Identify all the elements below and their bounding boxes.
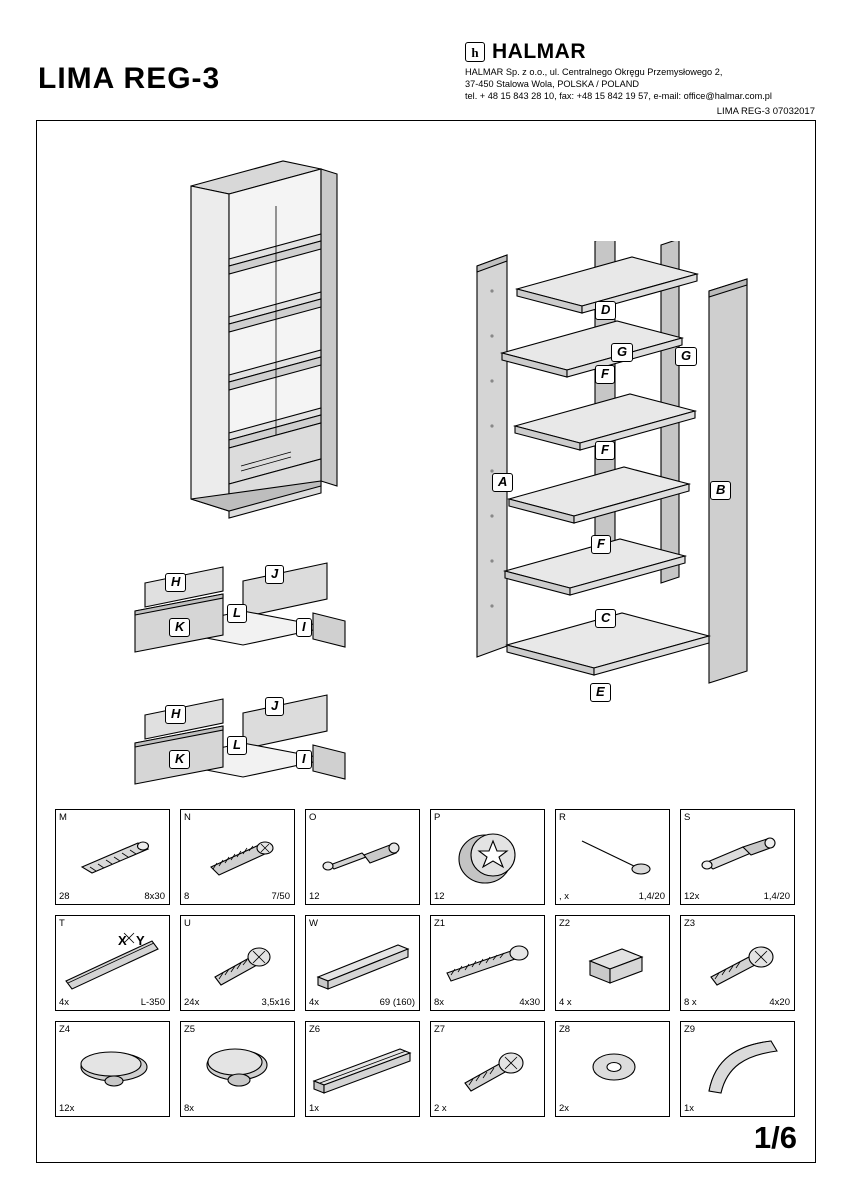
part-cell-Z8 bbox=[555, 1021, 670, 1117]
part-qty-P: 12 bbox=[434, 891, 445, 902]
part-cell-W bbox=[305, 915, 420, 1011]
part-qty-Z7: 2 x bbox=[434, 1103, 447, 1114]
part-code-Z6: Z6 bbox=[309, 1024, 321, 1035]
parts-list-grid bbox=[55, 809, 795, 1127]
plastic-block-icon bbox=[556, 927, 672, 999]
parts-row-2 bbox=[55, 915, 795, 1011]
part-code-U: U bbox=[184, 918, 191, 929]
screw-pan-head-icon bbox=[431, 1033, 547, 1105]
part-label-F-3: F bbox=[591, 535, 611, 554]
part-dim-Z1: 4x30 bbox=[519, 997, 540, 1008]
washer-icon bbox=[556, 1033, 672, 1105]
part-cell-M bbox=[55, 809, 170, 905]
drawer1-label-J: J bbox=[265, 565, 284, 584]
wall-bracket-strip-icon bbox=[681, 1033, 797, 1105]
part-label-G-2: G bbox=[675, 347, 697, 366]
parts-row-1 bbox=[55, 809, 795, 905]
drawer-rail-profile-icon bbox=[306, 927, 422, 999]
drawer2-label-I: I bbox=[296, 750, 312, 769]
metal-sleeve-icon bbox=[681, 821, 797, 893]
nail-icon bbox=[556, 821, 672, 893]
part-qty-Z9: 1x bbox=[684, 1103, 695, 1114]
part-cell-Z5 bbox=[180, 1021, 295, 1117]
part-cell-R bbox=[555, 809, 670, 905]
part-label-F-2: F bbox=[595, 441, 615, 460]
confirmat-screw-icon bbox=[181, 821, 297, 893]
drawer1-label-I: I bbox=[296, 618, 312, 637]
cam-lock-disc-icon bbox=[431, 821, 547, 893]
part-cell-Z3 bbox=[680, 915, 795, 1011]
part-code-Z8: Z8 bbox=[559, 1024, 571, 1035]
part-code-Z5: Z5 bbox=[184, 1024, 196, 1035]
part-qty-R: , x bbox=[559, 891, 570, 902]
part-code-S: S bbox=[684, 812, 691, 823]
part-code-M: M bbox=[59, 812, 67, 823]
part-code-Z7: Z7 bbox=[434, 1024, 446, 1035]
part-cell-Z7 bbox=[430, 1021, 545, 1117]
cap-cover-oval-icon bbox=[56, 1033, 172, 1105]
part-label-F-1: F bbox=[595, 365, 615, 384]
part-qty-N: 8 bbox=[184, 891, 190, 902]
part-code-Z9: Z9 bbox=[684, 1024, 696, 1035]
part-cell-S bbox=[680, 809, 795, 905]
part-code-Z2: Z2 bbox=[559, 918, 571, 929]
part-label-E: E bbox=[590, 683, 611, 702]
part-code-T: T bbox=[59, 918, 65, 929]
angle-profile-icon bbox=[306, 1033, 422, 1105]
part-code-N: N bbox=[184, 812, 191, 823]
part-dim-W: 69 (160) bbox=[379, 997, 415, 1008]
part-dim-R: 1,4/20 bbox=[638, 891, 665, 902]
part-label-C: C bbox=[595, 609, 616, 628]
part-qty-Z4: 12x bbox=[59, 1103, 75, 1114]
main-content-frame bbox=[36, 120, 816, 1163]
part-code-P: P bbox=[434, 812, 441, 823]
cam-bolt-icon bbox=[306, 821, 422, 893]
part-cell-P bbox=[430, 809, 545, 905]
part-qty-O: 12 bbox=[309, 891, 320, 902]
part-label-G-1: G bbox=[611, 343, 633, 362]
part-cell-Z2 bbox=[555, 915, 670, 1011]
brand-name: HALMAR bbox=[492, 40, 586, 63]
part-qty-Z6: 1x bbox=[309, 1103, 320, 1114]
part-code-O: O bbox=[309, 812, 317, 823]
wooden-dowel-icon bbox=[56, 821, 172, 893]
svg-text:X: X bbox=[118, 933, 127, 948]
part-qty-S: 12x bbox=[684, 891, 700, 902]
drawer2-label-L: L bbox=[227, 736, 247, 755]
part-cell-T bbox=[55, 915, 170, 1011]
part-qty-U: 24x bbox=[184, 997, 200, 1008]
part-cell-Z1 bbox=[430, 915, 545, 1011]
part-dim-N: 7/50 bbox=[271, 891, 290, 902]
page-number: 1/6 bbox=[753, 1120, 797, 1155]
part-qty-Z1: 8x bbox=[434, 997, 445, 1008]
part-dim-U: 3,5x16 bbox=[261, 997, 290, 1008]
address-line-2: 37-450 Stalowa Wola, POLSKA / POLAND bbox=[465, 79, 639, 90]
part-dim-S: 1,4/20 bbox=[763, 891, 790, 902]
screw-small-icon bbox=[181, 927, 297, 999]
drawer1-label-L: L bbox=[227, 604, 247, 623]
address-line-1: HALMAR Sp. z o.o., ul. Centralnego Okręgu Przemysłowego 2, bbox=[465, 67, 723, 77]
parts-row-3 bbox=[55, 1021, 795, 1117]
part-code-R: R bbox=[559, 812, 566, 823]
wood-screw-short-icon bbox=[681, 927, 797, 999]
part-cell-Z4 bbox=[55, 1021, 170, 1117]
drawer2-label-K: K bbox=[169, 750, 190, 769]
drawer2-label-J: J bbox=[265, 697, 284, 716]
part-cell-Z9 bbox=[680, 1021, 795, 1117]
part-code-Z1: Z1 bbox=[434, 918, 446, 929]
brand-block bbox=[465, 40, 815, 102]
part-dim-T: L-350 bbox=[140, 997, 165, 1008]
halmar-logo-icon: h bbox=[465, 42, 485, 62]
part-label-A: A bbox=[492, 473, 513, 492]
document-id: LIMA REG-3 07032017 bbox=[716, 106, 815, 117]
page-title: LIMA REG-3 bbox=[38, 62, 221, 95]
part-code-W: W bbox=[309, 918, 318, 929]
part-dim-Z3: 4x20 bbox=[769, 997, 790, 1008]
drawer1-label-K: K bbox=[169, 618, 190, 637]
part-qty-Z2: 4 x bbox=[559, 997, 572, 1008]
address-line-3: tel. + 48 15 843 28 10, fax: +48 15 842 19 57, e-mail: office@halmar.com.pl bbox=[465, 91, 772, 102]
part-label-B: B bbox=[710, 481, 731, 500]
part-cell-O bbox=[305, 809, 420, 905]
drawer1-label-H: H bbox=[165, 573, 186, 592]
part-cell-U bbox=[180, 915, 295, 1011]
cap-cover-round-icon bbox=[181, 1033, 297, 1105]
svg-text:Y: Y bbox=[136, 933, 145, 948]
part-qty-Z5: 8x bbox=[184, 1103, 195, 1114]
part-dim-M: 8x30 bbox=[144, 891, 165, 902]
part-label-D: D bbox=[595, 301, 616, 320]
part-qty-W: 4x bbox=[309, 997, 320, 1008]
drawer2-label-H: H bbox=[165, 705, 186, 724]
part-cell-Z6 bbox=[305, 1021, 420, 1117]
part-qty-Z8: 2x bbox=[559, 1103, 570, 1114]
part-code-Z4: Z4 bbox=[59, 1024, 71, 1035]
part-cell-N bbox=[180, 809, 295, 905]
assembled-bookcase-illustration bbox=[141, 141, 401, 561]
part-qty-M: 28 bbox=[59, 891, 70, 902]
part-code-Z3: Z3 bbox=[684, 918, 696, 929]
part-qty-T: 4x bbox=[59, 997, 70, 1008]
part-qty-Z3: 8 x bbox=[684, 997, 697, 1008]
drawer-slide-icon bbox=[56, 927, 172, 999]
exploded-view-illustration bbox=[447, 241, 777, 841]
wood-screw-long-icon bbox=[431, 927, 547, 999]
